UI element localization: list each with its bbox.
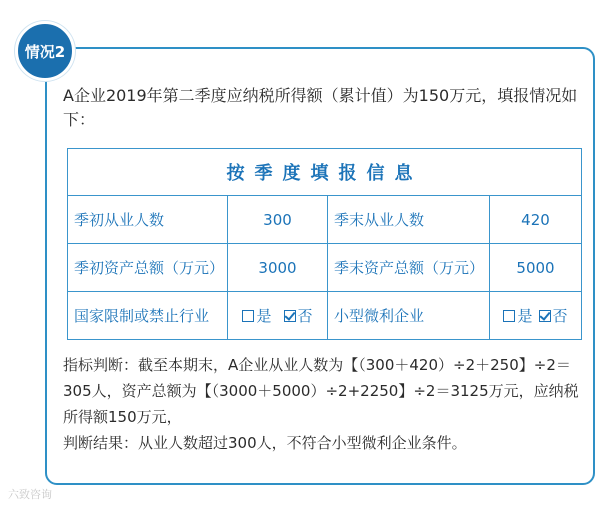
restricted-industry-options (228, 292, 328, 340)
case-badge-label: 情况2 (24, 42, 66, 61)
small-micro-label: 小型微利企业 (328, 292, 490, 340)
table-row (68, 292, 582, 340)
checkbox-icon[interactable] (242, 310, 254, 322)
option-yes: 是 (256, 307, 272, 325)
case-badge (15, 21, 75, 81)
intro-text: A企业2019年第二季度应纳税所得额（累计值）为150万元，填报情况如下： (63, 86, 578, 129)
option-yes: 是 (517, 307, 533, 325)
table-header-row (68, 149, 582, 196)
end-employees-value: 420 (490, 196, 582, 244)
start-employees-label: 季初从业人数 (68, 196, 228, 244)
start-assets-value: 3000 (228, 244, 328, 292)
table-header: 按季度填报信息 (68, 149, 582, 196)
checkbox-icon[interactable] (503, 310, 515, 322)
quarterly-filing-table (67, 148, 582, 340)
end-assets-label: 季末资产总额（万元） (328, 244, 490, 292)
table-row (68, 244, 582, 292)
restricted-industry-label: 国家限制或禁止行业 (68, 292, 228, 340)
end-employees-label: 季末从业人数 (328, 196, 490, 244)
option-no: 否 (297, 307, 313, 325)
judgement-text (63, 352, 583, 456)
option-no: 否 (552, 307, 568, 325)
checkbox-checked-icon[interactable] (539, 310, 551, 322)
small-micro-options (490, 292, 582, 340)
end-assets-value: 5000 (490, 244, 582, 292)
watermark: 六致咨询 (8, 488, 52, 501)
checkbox-checked-icon[interactable] (284, 310, 296, 322)
start-employees-value: 300 (228, 196, 328, 244)
indicator-judgement: 指标判断：截至本期末，A企业从业人数为【（300＋420）÷2＋250】÷2＝305人，资产总额为【（3000＋5000）÷2+2250】÷2＝3125万元，应纳税所得额150万元， (63, 356, 579, 426)
judgement-result: 判断结果：从业人数超过300人，不符合小型微利企业条件。 (63, 434, 467, 452)
table-row (68, 196, 582, 244)
start-assets-label: 季初资产总额（万元） (68, 244, 228, 292)
